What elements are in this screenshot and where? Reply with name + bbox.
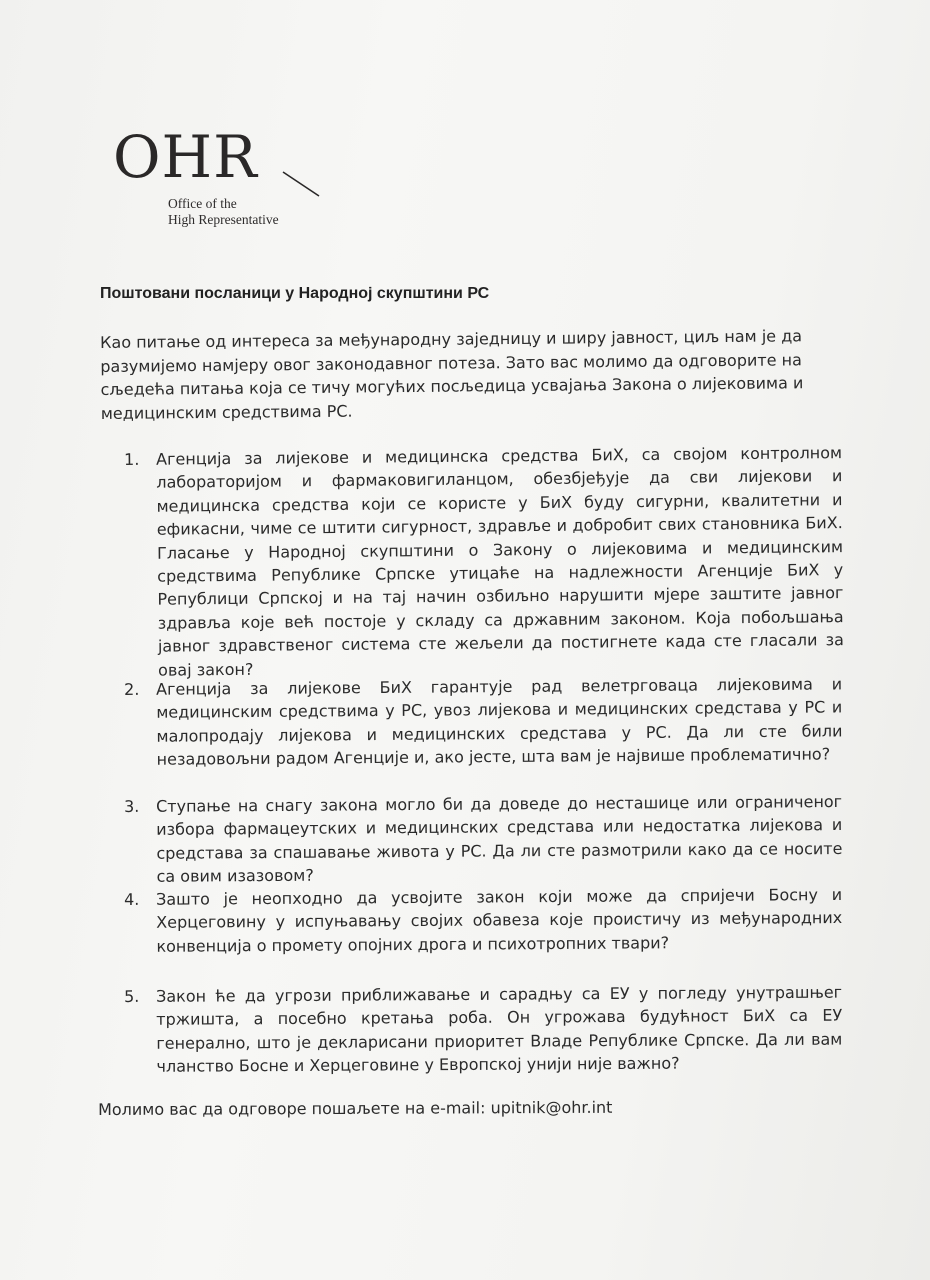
- question-number: 4.: [124, 889, 140, 909]
- question-text: Агенција за лијекове и медицинска средства БиХ, са својом контролном лабораторијом и фармаковигиланцом, обезбјеђује да сви лијекови и медицинска средства који се користе у БиХ буду сигурни, квалитетни и ефикасни, чиме се штити сигурност, здравље и добробит свих становника БиХ. Гласање у Народној скупштини о Закону о лијековима и медицинским средствима Републике Српске утицаће на надлежности Агенције БиХ у Републици Српској и на тај начин озбиљно нарушити мјере заштите јавног здравља које већ постоје у складу са државним законом. Која побољшања јавног здравственог система сте жељели да постигнете када сте гласали за овај закон?: [156, 443, 844, 680]
- ohr-logo: [113, 123, 313, 238]
- question-text: Зашто је неопходно да усвојите закон који може да спријечи Босну и Херцеговину у испуњавању својих обавеза које проистичу из међународних конвенција о промету опојних дрога и психотропних твари?: [156, 884, 843, 956]
- intro-line: сљедећа питања која се тичу могућих посљедица усвајања Закона о лијековима и: [100, 373, 804, 400]
- logo-swoosh-icon: [281, 158, 321, 198]
- logo-subtitle-line1: Office of the: [168, 196, 237, 211]
- logo-subtitle: [168, 196, 279, 228]
- logo-mark: OHR: [113, 123, 258, 191]
- question-number: 5.: [124, 986, 140, 1006]
- salutation-heading: Поштовани посланици у Народној скупштини РС: [100, 285, 490, 302]
- intro-line: Као питање од интереса за међународну заједницу и ширу јавност, циљ нам је да: [100, 326, 803, 352]
- question-item-5: [124, 981, 845, 1079]
- logo-subtitle-line2: High Representative: [168, 212, 279, 227]
- intro-paragraph: [100, 324, 804, 425]
- question-number: 1.: [124, 449, 140, 469]
- intro-line: разумијемо намјеру овог законодавног потеза. Зато вас молимо да одговорите на: [100, 349, 802, 376]
- question-item-3: [124, 790, 845, 889]
- question-number: 3.: [124, 796, 140, 816]
- question-text: Закон ће да угрози приближавање и сарадњу са ЕУ у погледу унутрашњег тржишта, а посебно кретања роба. Он угрожава будућност БиХ са ЕУ генерално, што је декларисани приоритет Владе Републике Српске. Да ли вам чланство Босне и Херцеговине у Европској унији није важно?: [156, 982, 843, 1077]
- question-text: Ступање на снагу закона могло би да доведе до несташице или ограниченог избора фармацеутских и медицинских средстава или недостатка лијекова и средстава за спашавање живота у РС. Да ли сте размотрили како да се носите са овим изазовом?: [156, 791, 843, 886]
- intro-line: медицинским средствима РС.: [100, 401, 353, 423]
- question-item-1: [124, 441, 846, 682]
- reply-instructions: Молимо вас да одговоре пошаљете на e-mail: upitnik@ohr.int: [98, 1097, 613, 1119]
- question-item-4: [124, 883, 844, 958]
- question-number: 2.: [124, 679, 140, 699]
- question-item-2: [124, 672, 845, 771]
- question-text: Агенција за лијекове БиХ гарантује рад велетрговаца лијековима и медицинским средствима у РС, увоз лијекова и медицинских средстава у РС и малопродају лијекова и медицинских средстава у РС. Да ли сте били незадовољни радом Агенције и, ако јесте, шта вам је највише проблематично?: [156, 674, 843, 769]
